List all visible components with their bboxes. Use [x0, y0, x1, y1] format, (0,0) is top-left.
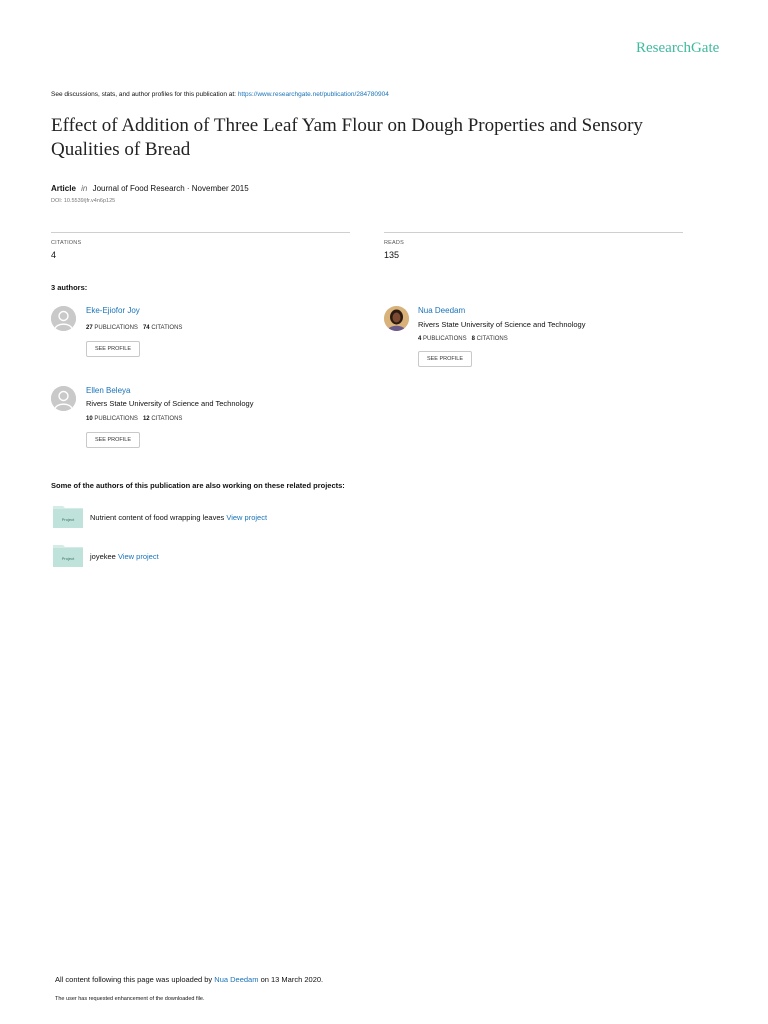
researchgate-logo[interactable]: ResearchGate: [636, 40, 720, 56]
citations-count: 74: [142, 325, 150, 331]
discussion-line: [51, 91, 389, 98]
publications-label: PUBLICATIONS: [94, 325, 138, 331]
publications-label: PUBLICATIONS: [423, 336, 467, 342]
uploader-link[interactable]: Nua Deedam: [214, 975, 259, 984]
view-project-link[interactable]: View project: [117, 552, 159, 561]
citations-count: 8: [471, 336, 475, 342]
journal-name: Journal of Food Research · November 2015: [92, 184, 249, 193]
project-folder-icon: [53, 505, 83, 528]
citations-label: CITATIONS: [51, 240, 82, 246]
view-project-link[interactable]: View project: [226, 513, 268, 522]
see-profile-button[interactable]: SEE PROFILE: [86, 341, 140, 357]
citations-divider: [51, 232, 350, 233]
author-photo-icon: [384, 306, 409, 331]
citations-label: CITATIONS: [476, 336, 508, 342]
project-name: Nutrient content of food wrapping leaves: [90, 513, 225, 522]
publications-count: 4: [418, 336, 422, 342]
project-entry: [90, 552, 159, 561]
discussion-text: See discussions, stats, and author profiles for this publication at:: [51, 91, 236, 98]
author-institution: Rivers State University of Science and Technology: [418, 320, 586, 329]
publication-meta: [51, 184, 249, 193]
publication-title: Effect of Addition of Three Leaf Yam Flour on Dough Properties and Sensory Qualities of Bread: [51, 115, 643, 160]
reads-value: 135: [384, 250, 400, 260]
publications-count: 10: [86, 416, 93, 422]
project-name: joyekee: [90, 552, 116, 561]
citations-count: 12: [142, 416, 150, 422]
avatar-placeholder[interactable]: [51, 386, 76, 411]
author-stats: [86, 325, 182, 331]
project-folder-icon: [53, 544, 83, 567]
default-avatar-icon: [51, 386, 76, 411]
author-stats: [418, 336, 508, 342]
reads-divider: [384, 232, 683, 233]
author-name-link[interactable]: Eke-Ejiofor Joy: [86, 306, 140, 315]
doi: DOI: 10.5539/jfr.v4n6p125: [51, 198, 116, 204]
publications-count: 27: [86, 325, 93, 331]
project-icon-label: Project: [61, 517, 75, 522]
project-icon-label: Project: [61, 556, 75, 561]
see-profile-button[interactable]: SEE PROFILE: [418, 351, 472, 367]
author-name-link[interactable]: Nua Deedam: [418, 306, 466, 315]
upload-prefix: All content following this page was uploaded by: [55, 975, 213, 984]
citations-value: 4: [51, 250, 57, 260]
project-entry: [90, 513, 267, 522]
default-avatar-icon: [51, 306, 76, 331]
citations-label: CITATIONS: [151, 416, 183, 422]
author-name-link[interactable]: Ellen Beleya: [86, 386, 131, 395]
enhancement-note: The user has requested enhancement of the downloaded file.: [55, 996, 205, 1002]
in-word: in: [81, 184, 88, 193]
publication-url-link[interactable]: https://www.researchgate.net/publication/284780904: [237, 91, 389, 98]
avatar-placeholder[interactable]: [51, 306, 76, 331]
upload-suffix: on 13 March 2020.: [260, 975, 324, 984]
reads-label: READS: [384, 240, 404, 246]
author-institution: Rivers State University of Science and Technology: [86, 399, 254, 408]
see-profile-button[interactable]: SEE PROFILE: [86, 432, 140, 448]
avatar-photo[interactable]: [384, 306, 409, 331]
upload-line: [55, 975, 323, 984]
publications-label: PUBLICATIONS: [94, 416, 138, 422]
article-type: Article: [51, 184, 76, 193]
author-stats: [86, 416, 182, 422]
related-projects-label: Some of the authors of this publication are also working on these related projects:: [51, 481, 345, 490]
citations-label: CITATIONS: [151, 325, 183, 331]
authors-label: 3 authors:: [51, 283, 88, 292]
